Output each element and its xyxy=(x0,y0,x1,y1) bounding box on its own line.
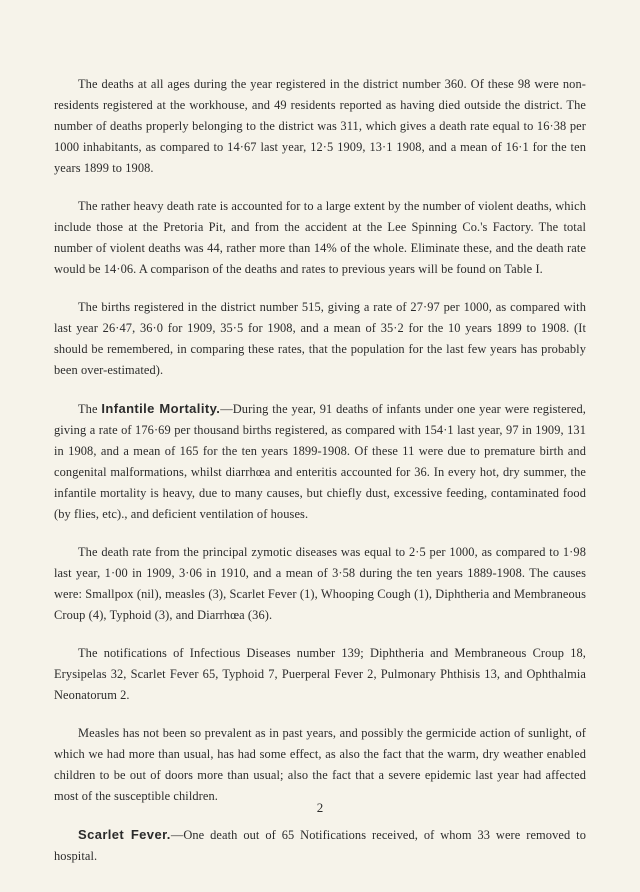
infantile-mortality-text: —During the year, 91 deaths of infants under one year were registered, giving a rate of 176·69 per thousand births registered, as compared with 154·1 last year, 97 in 1909, 131 in 1908, and a mean of 165 for the ten years 1899-1908. Of these 11 were due to premature birth and congenital malformations, whilst diarrhœa and enteritis accounted for 36. In every hot, dry summer, the infantile mortality is heavy, due to many causes, but chiefly dust, excessive feeding, contaminated food (by flies, etc)., and deficient ventilation of houses. xyxy=(54,402,587,521)
page-number: 2 xyxy=(316,800,324,815)
paragraph-infantile-mortality xyxy=(54,398,586,525)
paragraph-zymotic-diseases: The death rate from the principal zymotic diseases was equal to 2·5 per 1000, as compared to 1·98 last year, 1·00 in 1909, 3·06 in 1910, and a mean of 3·58 during the ten years 1889-1908. The causes were: Smallpox (nil), measles (3), Scarlet Fever (1), Whooping Cough (1), Diphtheria and Membraneous Croup (4), Typhoid (3), and Diarrhœa (36). xyxy=(54,545,586,622)
paragraph-infectious-notifications: The notifications of Infectious Diseases number 139; Diphtheria and Membraneous Croup 18, Erysipelas 32, Scarlet Fever 65, Typhoid 7, Puerperal Fever 2, Pulmonary Phthisis 13, and Ophthalmia Neonatorum 2. xyxy=(54,646,586,702)
paragraph-measles: Measles has not been so prevalent as in past years, and possibly the germicide action of sunlight, of which we had more than usual, has had some effect, as also the fact that the warm, dry weather enabled children to be out of doors more than usual; also the fact that a severe epidemic last year had affected most of the susceptible children. xyxy=(54,726,586,803)
paragraph-death-rate: The rather heavy death rate is accounted for to a large extent by the number of violent deaths, which include those at the Pretoria Pit, and from the accident at the Lee Spinning Co.'s Factory. The total number of violent deaths was 44, rather more than 14% of the whole. Eliminate these, and the death rate would be 14·06. A comparison of the deaths and rates to previous years will be found on Table I. xyxy=(54,199,586,276)
paragraph-births: The births registered in the district number 515, giving a rate of 27·97 per 1000, as compared with last year 26·47, 36·0 for 1909, 35·5 for 1908, and a mean of 35·2 for the 10 years 1899 to 1908. (It should be remembered, in comparing these rates, that the population for the last few years has probably been over-estimated). xyxy=(54,300,586,377)
paragraph-scarlet-fever xyxy=(54,824,586,867)
scarlet-fever-heading: Scarlet Fever. xyxy=(78,827,171,842)
infantile-mortality-heading: Infantile Mortality. xyxy=(101,401,221,416)
infantile-mortality-lead: The xyxy=(78,402,102,416)
paragraph-deaths: The deaths at all ages during the year registered in the district number 360. Of these 98 were non-residents registered at the workhouse, and 49 residents reported as having died outside the district. The number of deaths properly belonging to the district was 311, which gives a death rate equal to 16·38 per 1000 inhabitants, as compared to 14·67 last year, 12·5 1909, 13·1 1908, and a mean of 16·1 for the ten years 1899 to 1908. xyxy=(54,77,586,175)
scarlet-fever-text: —One death out of 65 Notifications received, of whom 33 were removed to hospital. xyxy=(54,828,586,863)
